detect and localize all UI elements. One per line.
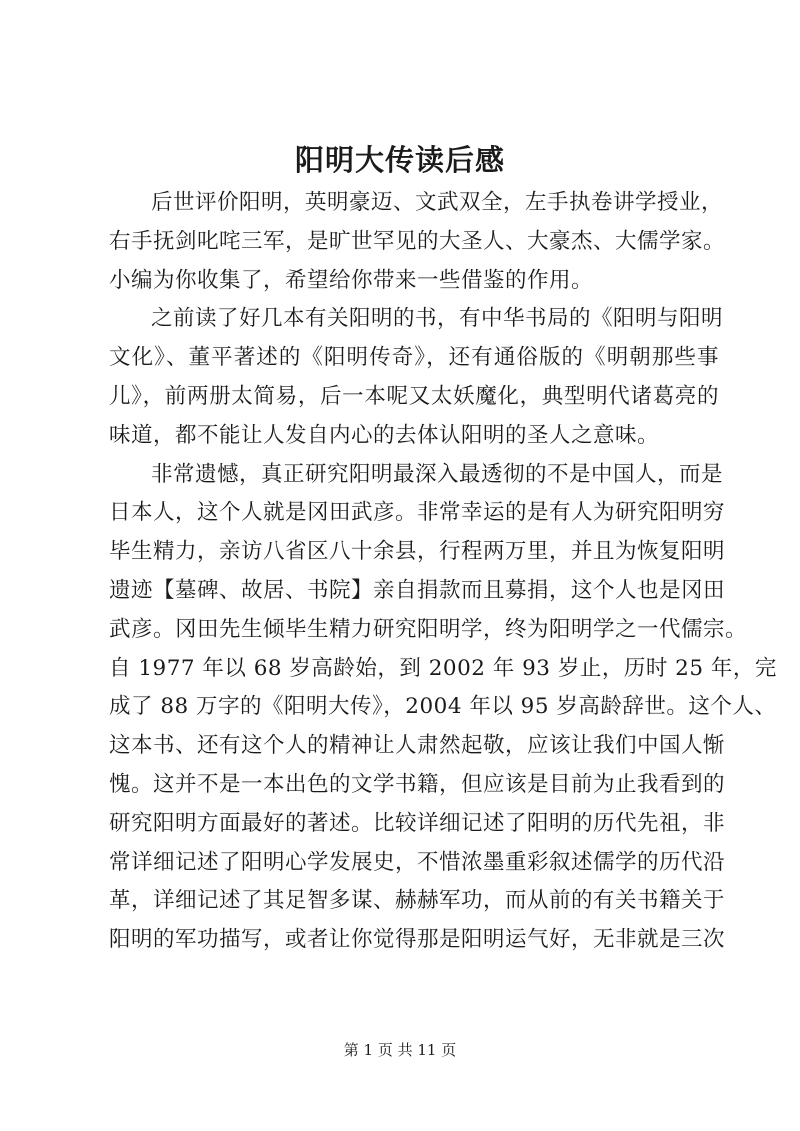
paragraph-3-line-9: 愧。这并不是一本出色的文学书籍，但应该是目前为止我看到的 [109,771,726,797]
paragraph-2-line-4: 味道，都不能让人发自内心的去体认阳明的圣人之意味。 [109,422,660,448]
paragraph-3-line-11: 常详细记述了阳明心学发展史，不惜浓墨重彩叙述儒学的历代沿 [109,849,726,875]
paragraph-3-line-13: 阳明的军功描写，或者让你觉得那是阳明运气好，无非就是三次 [109,927,726,953]
paragraph-3-line-4: 遗迹【墓碑、故居、书院】亲自捐款而且募捐，这个人也是冈田 [109,577,726,603]
paragraph-1-line-2: 右手抚剑叱咤三军，是旷世罕见的大圣人、大豪杰、大儒学家。 [109,228,726,254]
paragraph-3-line-3: 毕生精力，亲访八省区八十余县，行程两万里，并且为恢复阳明 [109,539,726,565]
paragraph-3-line-10: 研究阳明方面最好的著述。比较详细记述了阳明的历代先祖，非 [109,810,726,836]
paragraph-1-line-3: 小编为你收集了，希望给你带来一些借鉴的作用。 [109,267,594,293]
paragraph-2-line-1: 之前读了好几本有关阳明的书，有中华书局的《阳明与阳明 [151,306,724,332]
page-number-footer: 第 1 页 共 11 页 [343,1041,457,1059]
paragraph-3-line-1: 非常遗憾，真正研究阳明最深入最透彻的不是中国人，而是 [151,461,724,487]
paragraph-1-line-1: 后世评价阳明，英明豪迈、文武双全，左手执卷讲学授业， [151,190,724,215]
paragraph-3-line-6: 自 1977 年以 68 岁高龄始，到 2002 年 93 岁止，历时 25 年，完 [109,655,777,681]
paragraph-3-line-12: 革，详细记述了其足智多谋、赫赫军功，而从前的有关书籍关于 [109,888,726,914]
paragraph-3-line-5: 武彦。冈田先生倾毕生精力研究阳明学，终为阳明学之一代儒宗。 [109,616,748,642]
paragraph-2-line-3: 儿》，前两册太简易，后一本呢又太妖魔化，典型明代诸葛亮的 [109,383,719,409]
paragraph-3-line-2: 日本人，这个人就是冈田武彦。非常幸运的是有人为研究阳明穷 [109,500,726,526]
article-body [109,184,777,960]
page-title: 阳明大传读后感 [294,143,505,177]
paragraph-3-line-8: 这本书、还有这个人的精神让人肃然起敬，应该让我们中国人惭 [109,733,726,759]
paragraph-2-line-2: 文化》、董平著述的《阳明传奇》，还有通俗版的《明朝那些事 [109,345,719,371]
paragraph-3-line-7: 成了 88 万字的《阳明大传》，2004 年以 95 岁高龄辞世。这个人、 [109,694,777,720]
